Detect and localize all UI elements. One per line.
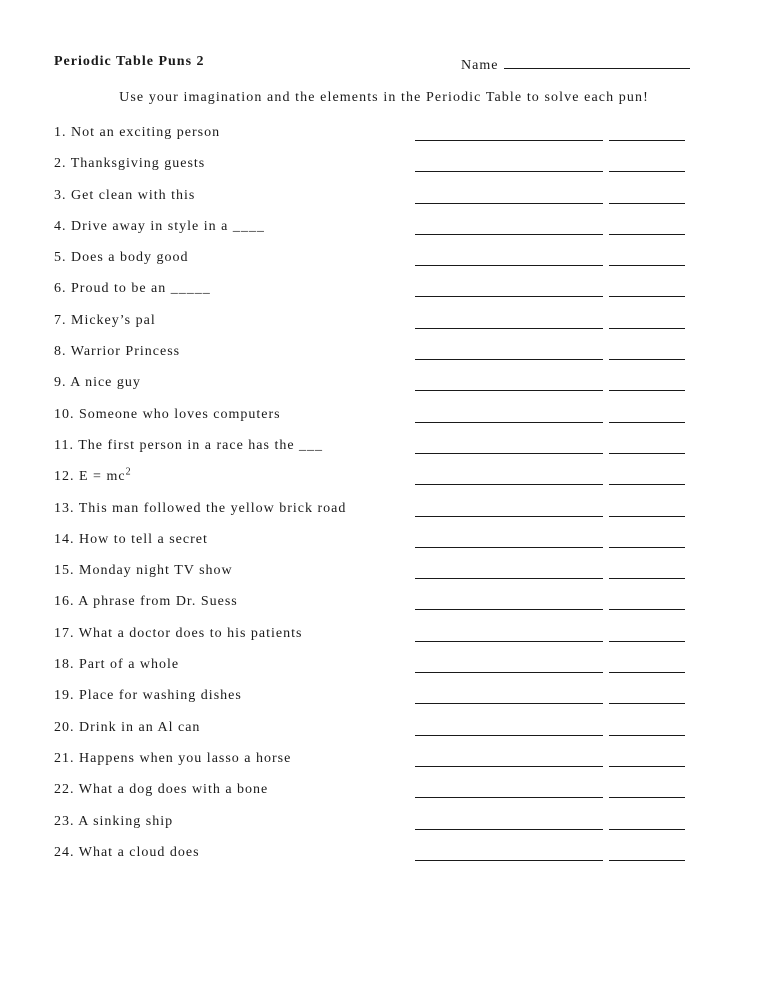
answer-blank-symbol bbox=[609, 484, 685, 485]
pun-row bbox=[54, 625, 694, 656]
answer-blank-symbol bbox=[609, 203, 685, 204]
pun-text: 7. Mickey’s pal bbox=[54, 312, 156, 328]
answer-blank-element bbox=[415, 641, 603, 642]
answer-blank-element bbox=[415, 578, 603, 579]
answer-blank-element bbox=[415, 359, 603, 360]
answer-blank-element bbox=[415, 328, 603, 329]
pun-text: 17. What a doctor does to his patients bbox=[54, 625, 303, 641]
pun-row bbox=[54, 468, 694, 499]
pun-row bbox=[54, 562, 694, 593]
answer-blank-symbol bbox=[609, 829, 685, 830]
answer-blank-symbol bbox=[609, 797, 685, 798]
pun-row bbox=[54, 656, 694, 687]
answer-blank-symbol bbox=[609, 766, 685, 767]
pun-row bbox=[54, 687, 694, 718]
answer-blank-symbol bbox=[609, 296, 685, 297]
answer-blank-element bbox=[415, 296, 603, 297]
pun-text: 5. Does a body good bbox=[54, 250, 189, 266]
pun-text: 24. What a cloud does bbox=[54, 844, 200, 860]
pun-list bbox=[54, 124, 694, 875]
pun-row bbox=[54, 343, 694, 374]
pun-row bbox=[54, 312, 694, 343]
answer-blank-element bbox=[415, 390, 603, 391]
answer-blank-symbol bbox=[609, 516, 685, 517]
pun-text: 19. Place for washing dishes bbox=[54, 688, 242, 704]
pun-text: 13. This man followed the yellow brick road bbox=[54, 500, 347, 516]
pun-row bbox=[54, 531, 694, 562]
answer-blank-symbol bbox=[609, 140, 685, 141]
pun-text: 16. A phrase from Dr. Suess bbox=[54, 594, 238, 610]
pun-row bbox=[54, 249, 694, 280]
pun-row bbox=[54, 813, 694, 844]
pun-row bbox=[54, 781, 694, 812]
pun-text-wrap bbox=[54, 466, 132, 485]
pun-row bbox=[54, 750, 694, 781]
pun-text: 14. How to tell a secret bbox=[54, 531, 208, 547]
pun-row bbox=[54, 437, 694, 468]
name-blank-line bbox=[504, 54, 690, 69]
pun-row bbox=[54, 406, 694, 437]
name-label: Name bbox=[461, 58, 499, 73]
answer-blank-symbol bbox=[609, 422, 685, 423]
pun-text: 23. A sinking ship bbox=[54, 813, 174, 829]
pun-row bbox=[54, 500, 694, 531]
pun-text: 1. Not an exciting person bbox=[54, 125, 221, 140]
answer-blank-symbol bbox=[609, 735, 685, 736]
answer-blank-symbol bbox=[609, 265, 685, 266]
superscript-exponent: 2 bbox=[125, 466, 132, 478]
pun-row bbox=[54, 593, 694, 624]
pun-row bbox=[54, 844, 694, 875]
answer-blank-element bbox=[415, 203, 603, 204]
pun-text: 20. Drink in an Al can bbox=[54, 719, 201, 735]
pun-text: 3. Get clean with this bbox=[54, 187, 196, 203]
answer-blank-element bbox=[415, 703, 603, 704]
answer-blank-symbol bbox=[609, 672, 685, 673]
answer-blank-element bbox=[415, 171, 603, 172]
answer-blank-symbol bbox=[609, 234, 685, 235]
answer-blank-element bbox=[415, 234, 603, 235]
answer-blank-symbol bbox=[609, 547, 685, 548]
worksheet-title: Periodic Table Puns 2 bbox=[54, 54, 205, 69]
answer-blank-symbol bbox=[609, 578, 685, 579]
answer-blank-element bbox=[415, 766, 603, 767]
answer-blank-symbol bbox=[609, 641, 685, 642]
pun-row bbox=[54, 280, 694, 311]
pun-row bbox=[54, 187, 694, 218]
pun-text: 2. Thanksgiving guests bbox=[54, 156, 206, 172]
answer-blank-symbol bbox=[609, 171, 685, 172]
answer-blank-element bbox=[415, 672, 603, 673]
answer-blank-element bbox=[415, 422, 603, 423]
answer-blank-symbol bbox=[609, 453, 685, 454]
answer-blank-element bbox=[415, 860, 603, 861]
pun-text: 4. Drive away in style in a ____ bbox=[54, 218, 265, 234]
name-field bbox=[461, 54, 690, 74]
instructions-text: Use your imagination and the elements in the Periodic Table to solve each pun! bbox=[119, 90, 649, 105]
pun-text: 12. E = mc bbox=[54, 469, 126, 485]
pun-text: 9. A nice guy bbox=[54, 375, 141, 391]
pun-text: 11. The first person in a race has the ___ bbox=[54, 437, 324, 453]
answer-blank-symbol bbox=[609, 703, 685, 704]
answer-blank-symbol bbox=[609, 390, 685, 391]
answer-blank-symbol bbox=[609, 359, 685, 360]
pun-text: 21. Happens when you lasso a horse bbox=[54, 750, 292, 766]
pun-row bbox=[54, 124, 694, 155]
answer-blank-element bbox=[415, 140, 603, 141]
answer-blank-element bbox=[415, 547, 603, 548]
pun-text: 18. Part of a whole bbox=[54, 657, 180, 673]
answer-blank-symbol bbox=[609, 860, 685, 861]
answer-blank-element bbox=[415, 484, 603, 485]
answer-blank-element bbox=[415, 516, 603, 517]
pun-row bbox=[54, 155, 694, 186]
pun-row bbox=[54, 719, 694, 750]
pun-text: 8. Warrior Princess bbox=[54, 344, 181, 360]
pun-row bbox=[54, 374, 694, 405]
pun-text: 6. Proud to be an _____ bbox=[54, 281, 211, 297]
answer-blank-symbol bbox=[609, 328, 685, 329]
answer-blank-element bbox=[415, 829, 603, 830]
pun-text: 15. Monday night TV show bbox=[54, 563, 233, 579]
answer-blank-element bbox=[415, 797, 603, 798]
answer-blank-element bbox=[415, 453, 603, 454]
pun-row bbox=[54, 218, 694, 249]
pun-text: 22. What a dog does with a bone bbox=[54, 782, 269, 798]
answer-blank-element bbox=[415, 735, 603, 736]
answer-blank-symbol bbox=[609, 609, 685, 610]
answer-blank-element bbox=[415, 609, 603, 610]
answer-blank-element bbox=[415, 265, 603, 266]
pun-text: 10. Someone who loves computers bbox=[54, 406, 281, 422]
